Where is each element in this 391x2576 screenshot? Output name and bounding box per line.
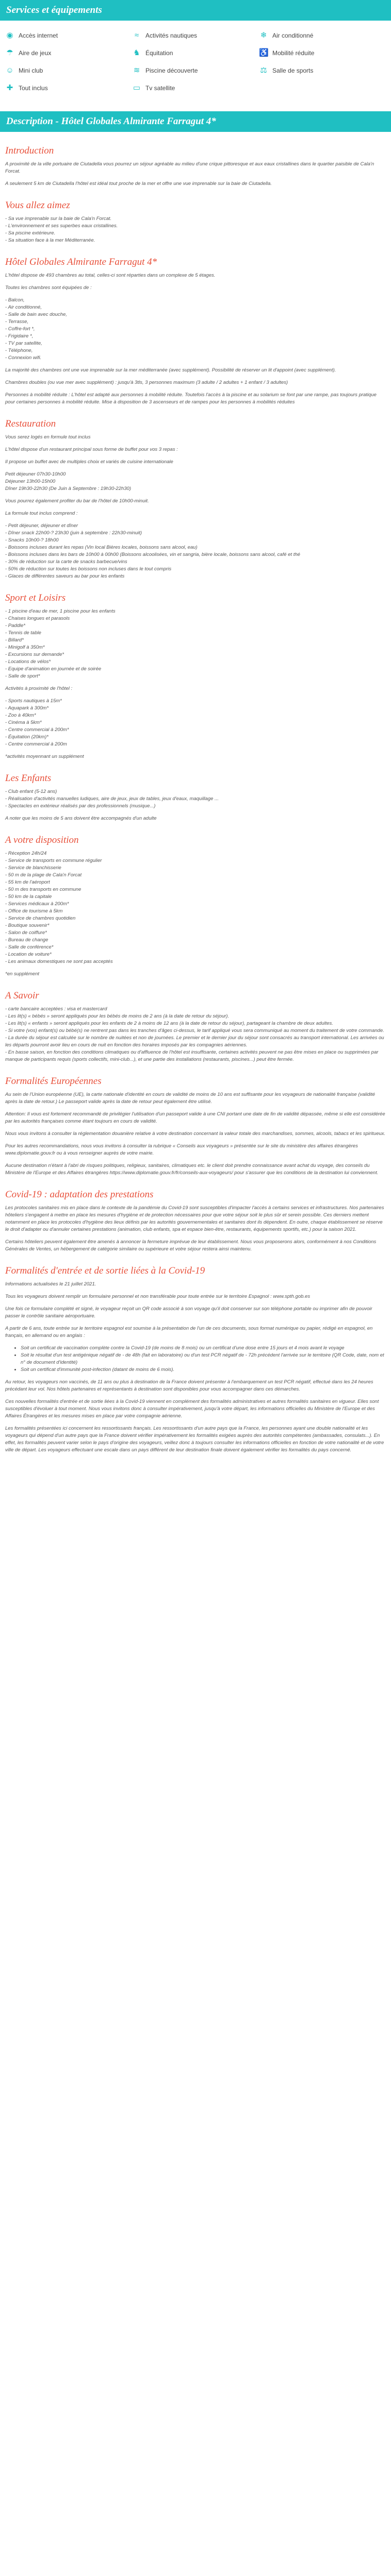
facility-item [5,31,132,40]
facility-label: Piscine découverte [145,67,198,74]
list-line: - Sa vue imprenable sur la baie de Cala'n Forcat. [5,216,112,222]
list-line: - Équitation (20km)* [5,734,48,740]
dash-list [5,608,386,680]
paragraph: Chambres doubles (ou vue mer avec supplément) : jusqu'à 3tls, 3 personnes maximum (3 adulte / 2 adultes + 1 enfant / 3 adultes) [5,380,288,385]
list-line: - Bureau de change [5,937,48,943]
list-line: - Tennis de table [5,630,41,636]
bullet-item: • Soit un certificat d'immunité post-infection (datant de moins de 6 mois). [21,1366,386,1374]
paragraph: Informations actualisées le 21 juillet 2021. [5,1281,96,1287]
mini-club-icon: ☺ [6,66,14,75]
list-line: - Petit déjeuner, déjeuner et dîner [5,523,78,529]
gym-icon: ⚖ [260,66,267,75]
list-line: - 30% de réduction sur la carte de snacks barbecue/vins [5,559,127,565]
list-line: - Coffre-fort *, [5,326,35,332]
paragraph: Pour les autres recommandations, nous vous invitons à consulter la rubrique « Conseils aux voyageurs » présentée sur le site du ministère des affaires étrangères www.diplomatie.gouv.fr ou à vous renseigner auprès de votre mairie. [5,1143,358,1156]
list-line: - Minigolf à 350m* [5,645,45,650]
facility-item [132,48,259,58]
dash-list [5,297,386,362]
paragraph: Une fois ce formulaire complété et signé, le voyageur reçoit un QR code associé à son voyage qu'il doit conserver sur son téléphone portable ou imprimer afin de pouvoir passer le contrôle sanitaire aéroportuaire. [5,1306,372,1319]
list-line: - TV par satellite, [5,341,42,346]
section-heading: Formalités d'entrée et de sortie liées à la Covid-19 [5,1265,205,1276]
list-line: - Boutique souvenir* [5,923,50,928]
section-heading: A votre disposition [5,835,79,845]
facility-item [259,31,386,40]
paragraph: L'hôtel dispose de 493 chambres au total, celles-ci sont réparties dans un complexe de 5 étages. [5,273,216,278]
facility-item [132,83,259,93]
list-line: - Equipe d'animation en journée et de soirée [5,666,102,672]
description-title: Description - Hôtel Globales Almirante Farragut 4* [0,111,391,132]
section-heading: Formalités Européennes [5,1076,102,1087]
facility-item [259,48,386,58]
list-line: - Service de blanchisserie [5,865,61,871]
description-content [0,132,391,1469]
list-line: - Réception 24h/24 [5,851,47,856]
all-inclusive-icon: ✚ [6,83,13,92]
list-line: - Excursions sur demande* [5,652,64,657]
list-line: - Zoo à 40km* [5,713,36,718]
list-line: - Balcon, [5,297,25,303]
list-line: - Les animaux domestiques ne sont pas acceptés [5,959,113,964]
section-heading: Hôtel Globales Almirante Farragut 4* [5,257,157,267]
wifi-icon: ◉ [6,31,13,40]
paragraph: Ces nouvelles formalités d'entrée et de sortie liées à la Covid-19 viennent en complément des formalités administratives et autres formalités sanitaires en vigueur. Elles sont susceptibles d'évoluer à tout moment. Nous vous invitons donc à consulter impérativement, jusqu'à votre départ, les informations officielles du Ministère de l'Europe et des Affaires Étrangères et les mesures mises en place par votre compagnie aérienne. [5,1399,379,1419]
section-heading: Introduction [5,145,54,156]
air-conditioning-icon: ❄ [260,31,267,40]
paragraph: La majorité des chambres ont une vue imprenable sur la mer méditerranée (avec supplément). Possibilité de réserver un lit d'appoint (avec supplément). [5,367,336,373]
list-line: - Service de transports en commune régulier [5,858,102,863]
list-line: - Aquapark à 300m* [5,705,49,711]
schedule-line: Déjeuner 13h00-15h00 [5,479,56,484]
list-line: - 50 m des transports en commune [5,887,82,892]
list-line: - 1 piscine d'eau de mer, 1 piscine pour les enfants [5,608,116,614]
water-sports-icon: ≈ [134,31,139,40]
list-line: - Salle de sport* [5,673,40,679]
facility-label: Mini club [19,67,43,74]
list-line: - Dîner snack 22h00-? 23h30 (juin à septembre : 22h30-minuit) [5,530,142,536]
facilities-grid [0,21,391,96]
list-line: - Services médicaux à 200m* [5,901,69,907]
list-line: - Téléphone, [5,348,33,353]
list-line: - La durée du séjour est calculée sur le nombre de nuitées et non de journées. Le premier et le dernier jour du séjour sont consacrés au transport international. Les arrivées ou les départs pourront avoir lieu en cours de nuit en fonction des horaires imposés par les compagnies aériennes. [5,1035,384,1048]
accessibility-icon: ♿ [259,48,269,57]
list-line: - Paddle* [5,623,26,629]
footnote: *en supplément [5,971,40,977]
paragraph: Au retour, les voyageurs non vaccinés, de 11 ans ou plus à destination de la France doivent présenter à l'embarquement un test PCR négatif, effectué dans les 24 heures précédant leur vol. Nos hôtels partenaires et représentants à destination sont disponibles pour vous accompagner dans ces démarches. [5,1379,373,1392]
list-line: - Salle de conférence* [5,944,54,950]
facility-label: Mobilité réduite [272,49,315,57]
facility-item [259,66,386,75]
facility-label: Activités nautiques [145,32,198,39]
section-heading: Restauration [5,418,56,429]
paragraph: Vous pourrez également profiter du bar de l'hôtel de 10h00-minuit. [5,498,149,504]
paragraph: Tous les voyageurs doivent remplir un formulaire personnel et non transférable pour toute entrée sur le territoire Espagnol : www.spth.gob.es [5,1294,311,1299]
paragraph: Il propose un buffet avec de multiples choix et variés de cuisine internationale [5,459,173,465]
facility-item [132,66,259,75]
list-line: - Boissons incluses durant les repas (Vin local Bières locales, boissons sans alcool, eau) [5,545,198,550]
facility-label: Tv satellite [145,84,175,92]
facility-label: Équitation [145,49,173,57]
section-heading: Les Enfants [5,773,52,784]
list-line: - Terrasse, [5,319,29,325]
facility-item [132,31,259,40]
facility-label: Accès internet [19,32,58,39]
bullet-item: • Soit le résultat d'un test antigénique négatif de - de 48h (fait en laboratoire) ou d'un test PCR négatif de - 72h précédent l'arrivée sur le territoire (QR Code, date, nom et n° de document d'identité) [21,1352,386,1366]
section-heading: A Savoir [5,990,39,1001]
list-line: - Cinéma à 5km* [5,720,42,725]
list-line: - Air conditionné, [5,304,42,310]
list-line: - Salle de bain avec douche, [5,312,67,317]
list-line: - Sa situation face à la mer Méditerranée. [5,238,95,243]
facility-label: Tout inclus [19,84,48,92]
facility-label: Salle de sports [272,67,314,74]
paragraph: Vous serez logés en formule tout inclus [5,434,91,440]
paragraph: Personnes à mobilité réduite : L'hôtel est adapté aux personnes à mobilité réduite. Toutefois l'accès à la piscine et au solarium se font par une rampe, pas toujours pratique pour certaines personnes à mobilité réduite. Mise à disposition de 3 ascenseurs et de rampes pour les personnes à mobilités réduites [5,392,377,405]
dash-list [5,698,386,748]
paragraph: Aucune destination n'étant à l'abri de risques politiques, religieux, sanitaires, climatiques etc. le client doit prendre connaissance avant achat du voyage, des conseils du Ministère de l'Europe et des Affaires étrangères https://www.diplomatie.gouv.fr/fr/conseils-aux-voyageurs/ pour s'assurer que les conditions de la destination lui conviennent. [5,1163,379,1176]
dash-list [5,788,386,810]
paragraph: Les formalités présentées ici concernent les ressortissants français. Les ressortissants d'un autre pays que la France, les personnes ayant une double nationalité et les voyageurs qui dépend d'un autre pays que la France doivent vérifier impérativement les formalités exigées auprès des autorités compétentes (ambassades, consulats...). En effet, les formalités peuvent varier selon le pays d'origine des voyageurs, veillez donc à toujours consulter les informations officielles en fonction de votre nationalité et de votre ville de départ. Les voyageurs effectuant une escale dans un pays différent de leur destination finale doivent également vérifier les formalités du pays concerné. [5,1426,384,1453]
paragraph: Au sein de l'Union européenne (UE), la carte nationale d'identité en cours de validité de moins de 10 ans est suffisante pour les voyageurs de nationalité française (validité après la date de retour.) Le passeport valide après la date de retour peut également être utilisé. [5,1092,376,1105]
horse-riding-icon: ♞ [133,48,140,57]
paragraph: A noter que les moins de 5 ans doivent être accompagnés d'un adulte [5,816,157,821]
bullet-item: • Soit un certificat de vaccination complète contre la Covid-19 (de moins de 8 mois) ou un certificat d'une dose entre 15 jours et 4 mois avant le voyage [21,1345,386,1352]
list-title: Activités à proximité de l'hôtel : [5,686,73,691]
outdoor-pool-icon: ≋ [133,66,140,75]
list-line: - Sports nautiques à 15m* [5,698,62,704]
list-line: - Frigidaire *, [5,333,34,339]
list-line: - Chaises longues et parasols [5,616,70,621]
list-line: - carte bancaire acceptées : visa et mastercard [5,1006,107,1012]
list-line: - Locations de vélos* [5,659,51,665]
dash-list [5,215,386,244]
facility-item [5,83,132,93]
list-line: - Les lit(s) « bébés » seront appliqués pour les bébés de moins de 2 ans (à la date de retour du séjour). [5,1013,230,1019]
list-title: La formule tout inclus comprend : [5,511,78,516]
list-line: - Club enfant (5-12 ans) [5,789,57,794]
list-line: - Boissons incluses dans les bars de 10h00 à 00h00 (Boissons alcoolisées, vin et sangria, bière locale, boissons sans alcool, café et thé [5,552,300,557]
list-line: - Réalisation d'activités manuelles ludiques, aire de jeux, jeux de tables, jeux d'eaux, maquillage ... [5,796,219,802]
dash-list [5,850,386,965]
schedule-block [5,471,386,493]
list-line: - Spectacles en extérieur réalisés par des professionnels (musique...) [5,803,156,809]
paragraph: A proximité de la ville portuaire de Ciutadella vous pourrez un séjour agréable au milieu d'une crique pittoresque et aux eaux cristallines dans le quartier paisible de Cala'n Forcat. [5,161,374,174]
paragraph: A seulement 5 km de Ciutadella l'hôtel est idéal tout proche de la mer et offre une vue imprenable sur la baie de Ciutadella. [5,181,272,187]
list-line: - Service de chambres quotidien [5,916,76,921]
list-line: - Connexion wifi. [5,355,42,361]
list-line: - Salon de coiffure* [5,930,47,936]
list-line: - 50% de réduction sur toutes les boissons non incluses dans le tout compris [5,566,172,572]
list-line: - L'environnement et ses superbes eaux cristallines. [5,223,118,229]
section-heading: Vous allez aimez [5,200,70,211]
paragraph: L'hôtel dispose d'un restaurant principal sous forme de buffet pour vos 3 repas : [5,447,178,452]
list-line: - En basse saison, en fonction des conditions climatiques ou d'affluence de l'hôtel est insuffisante, certaines activités peuvent ne pas être mises en place ou supprimées par manque de participants requis (sports collectifs, mini-club...), et une partie des installations (restaurants, piscines...) peut être fermée. [5,1049,379,1062]
list-line: - 55 km de l'aéroport [5,879,50,885]
section-heading: Covid-19 : adaptation des prestations [5,1189,154,1200]
footnote: *activités moyennant un supplément [5,754,84,759]
bullet-list [5,1345,386,1374]
paragraph: Certains hôteliers peuvent également être amenés à annoncer la fermeture imprévue de leur établissement. Nous vous proposerons alors, conformément à nos Conditions Générales de Ventes, un hébergement de catégorie similaire ou supérieure et votre séjour restera ainsi maintenu. [5,1239,377,1252]
list-line: - Si votre (vos) enfant(s) ou bébé(s) ne rentrent pas dans les tranches d'âges ci-dessus, le tarif appliqué vous sera communiqué au moment du traitement de votre commande. [5,1028,384,1033]
list-title: Toutes les chambres sont équipées de : [5,285,92,291]
list-line: - Sa piscine extérieure. [5,230,56,236]
list-line: - Billard* [5,637,24,643]
dash-list [5,1006,386,1063]
dash-list [5,522,386,580]
facility-label: Air conditionné [272,32,314,39]
paragraph: Attention: Il vous est fortement recommandé de privilégier l'utilisation d'un passeport valide à une CNI portant une date de fin de validité dépassée, même si elle est considérée par les autorités françaises comme étant toujours en cours de validité. [5,1111,385,1124]
list-line: - 50 km de la capitale [5,894,52,900]
facility-label: Aire de jeux [19,49,52,57]
section-heading: Sport et Loisirs [5,592,66,603]
list-line: - Centre commercial à 200m [5,741,67,747]
schedule-line: Dîner 19h30-22h30 (De Juin à Septembre : 19h30-22h30) [5,486,131,492]
tv-icon: ▭ [133,83,141,92]
list-line: - Glaces de différentes saveurs au bar pour les enfants [5,573,125,579]
paragraph: Nous vous invitons à consulter la réglementation douanière relative à votre destination concernant la valeur totale des marchandises, sommes, alcools, tabacs et les spiritueux. [5,1131,386,1137]
facility-item [5,48,132,58]
list-line: - 50 m de la plage de Cala'n Forcat [5,872,82,878]
paragraph: A partir de 6 ans, toute entrée sur le territoire espagnol est soumise à la présentation de l'un de ces documents, sous format numérique ou papier, rédigé en espagnol, en français, en allemand ou en anglais : [5,1326,373,1338]
facility-item [5,66,132,75]
list-line: - Office de tourisme à 5km [5,908,63,914]
list-line: - Centre commercial à 200m* [5,727,69,733]
paragraph: Les protocoles sanitaires mis en place dans le contexte de la pandémie du Covid-19 sont susceptibles d'impacter l'accès à certains services et infrastructures. Nos partenaires hôteliers s'engagent à mettre en place les mesures d'hygiène et de protection nécessaires pour que votre séjour soit le plus sûr et serein possible. Ces derniers mettent notamment en place les protocoles d'hygiène des lieux définis par les autorités gouvernementales et sanitaires dont ils dépendent. En outre, chaque établissement se réserve le droit d'adapter ou d'annuler certaines prestations (animation, club enfants, spa et espace bien-être, restaurants, équipements sportifs, etc.) pour la saison 2021. [5,1205,384,1232]
playground-icon: ☂ [6,48,13,57]
list-line: - Snacks 10h00-? 18h00 [5,537,59,543]
list-line: - Location de voiture* [5,952,52,957]
facilities-title: Services et équipements [0,0,391,21]
schedule-line: Petit déjeuner 07h30-10h00 [5,471,66,477]
list-line: - Les lit(s) « enfants » seront appliqués pour les enfants de 2 à moins de 12 ans (à la date de retour du séjour), partageant la chambre de deux adultes. [5,1021,333,1026]
